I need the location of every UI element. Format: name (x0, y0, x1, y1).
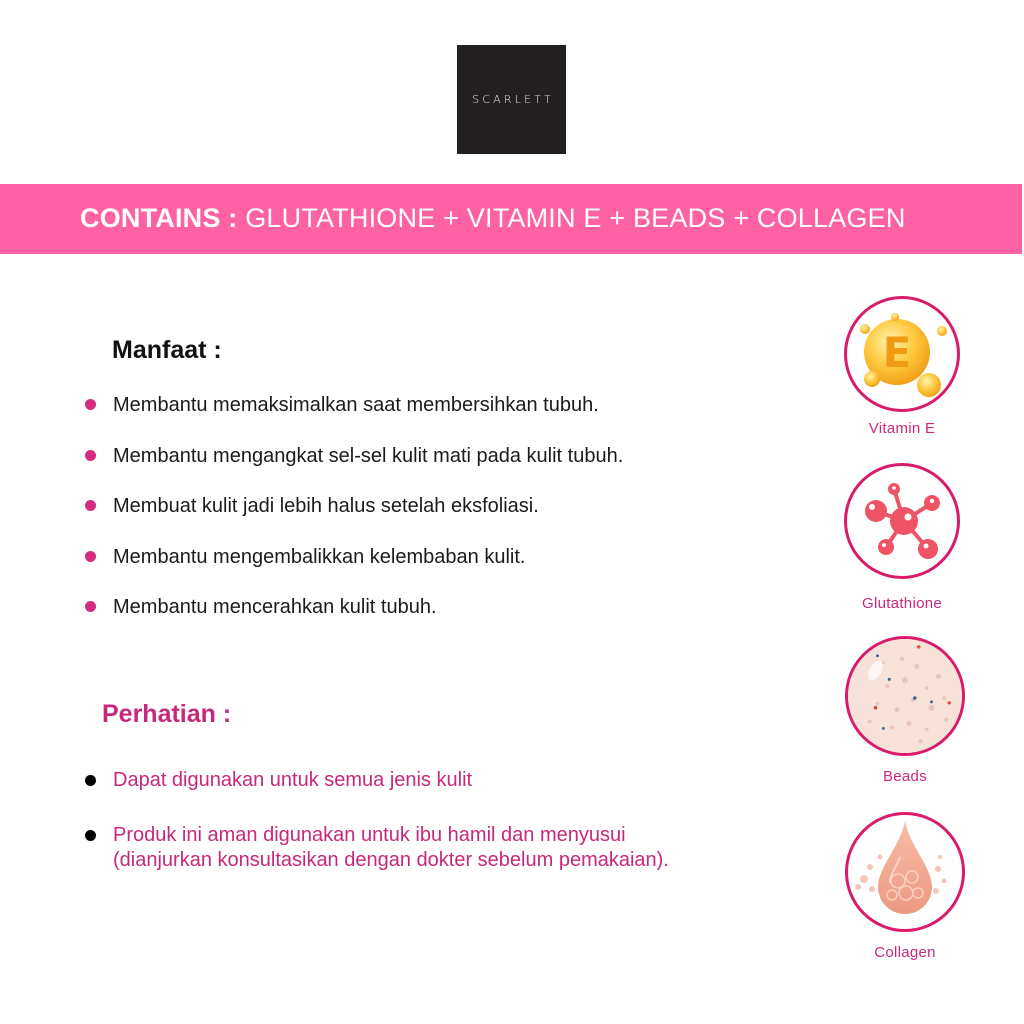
caution-item (85, 823, 669, 873)
caution-list (85, 768, 669, 873)
ingredient-ring (845, 636, 965, 756)
ingredient-label: Beads (882, 768, 928, 785)
caution-heading: Perhatian : (102, 700, 232, 728)
benefit-item (85, 493, 623, 544)
vitamin-e-icon (847, 299, 957, 409)
bullet-dot-icon (85, 551, 96, 562)
benefit-text: Membuat kulit jadi lebih halus setelah eksfoliasi. (113, 495, 539, 517)
caution-text: Dapat digunakan untuk semua jenis kulit (113, 769, 473, 791)
caution-text-line1: Produk ini aman digunakan untuk ibu hamil dan menyusui (113, 824, 626, 846)
svg-text:E: E (882, 328, 912, 377)
bullet-dot-icon (85, 450, 96, 461)
ingredient-label: Collagen (874, 944, 936, 961)
bullet-dot-icon (85, 399, 96, 410)
ingredient-collagen (835, 812, 975, 961)
contains-text (80, 203, 906, 234)
ingredient-label: Glutathione (861, 595, 943, 612)
benefit-item (85, 443, 623, 494)
ingredient-glutathione (832, 463, 972, 612)
molecule-icon (852, 471, 952, 571)
ingredient-beads (835, 636, 975, 785)
ingredient-ring (845, 812, 965, 932)
bullet-dot-icon (85, 830, 96, 841)
contains-prefix: CONTAINS : (80, 203, 246, 233)
benefits-heading: Manfaat : (112, 336, 222, 364)
contains-ingredients: GLUTATHIONE + VITAMIN E + BEADS + COLLAGEN (245, 203, 906, 233)
caution-item (85, 768, 669, 793)
brand-logo (457, 45, 566, 154)
benefit-text: Membantu mencerahkan kulit tubuh. (113, 596, 437, 618)
benefit-text: Membantu memaksimalkan saat membersihkan tubuh. (113, 394, 599, 416)
ingredient-ring (844, 463, 960, 579)
benefit-item (85, 594, 623, 645)
ingredient-label: Vitamin E (868, 420, 936, 437)
brand-logo-text: SCARLETT (472, 93, 554, 106)
benefit-item (85, 544, 623, 595)
bullet-dot-icon (85, 601, 96, 612)
contains-banner (0, 184, 1022, 254)
collagen-drop-icon (850, 817, 960, 927)
benefit-text: Membantu mengembalikkan kelembaban kulit. (113, 545, 526, 568)
benefits-list (85, 392, 623, 645)
bullet-dot-icon (85, 500, 96, 511)
beads-icon (848, 638, 962, 754)
caution-text-line2: (dianjurkan konsultasikan dengan dokter sebelum pemakaian). (113, 849, 669, 871)
ingredient-vitamin-e (832, 296, 972, 437)
benefit-item (85, 392, 623, 443)
bullet-dot-icon (85, 775, 96, 786)
benefit-text: Membantu mengangkat sel-sel kulit mati pada kulit tubuh. (113, 444, 624, 467)
ingredient-ring (844, 296, 960, 412)
